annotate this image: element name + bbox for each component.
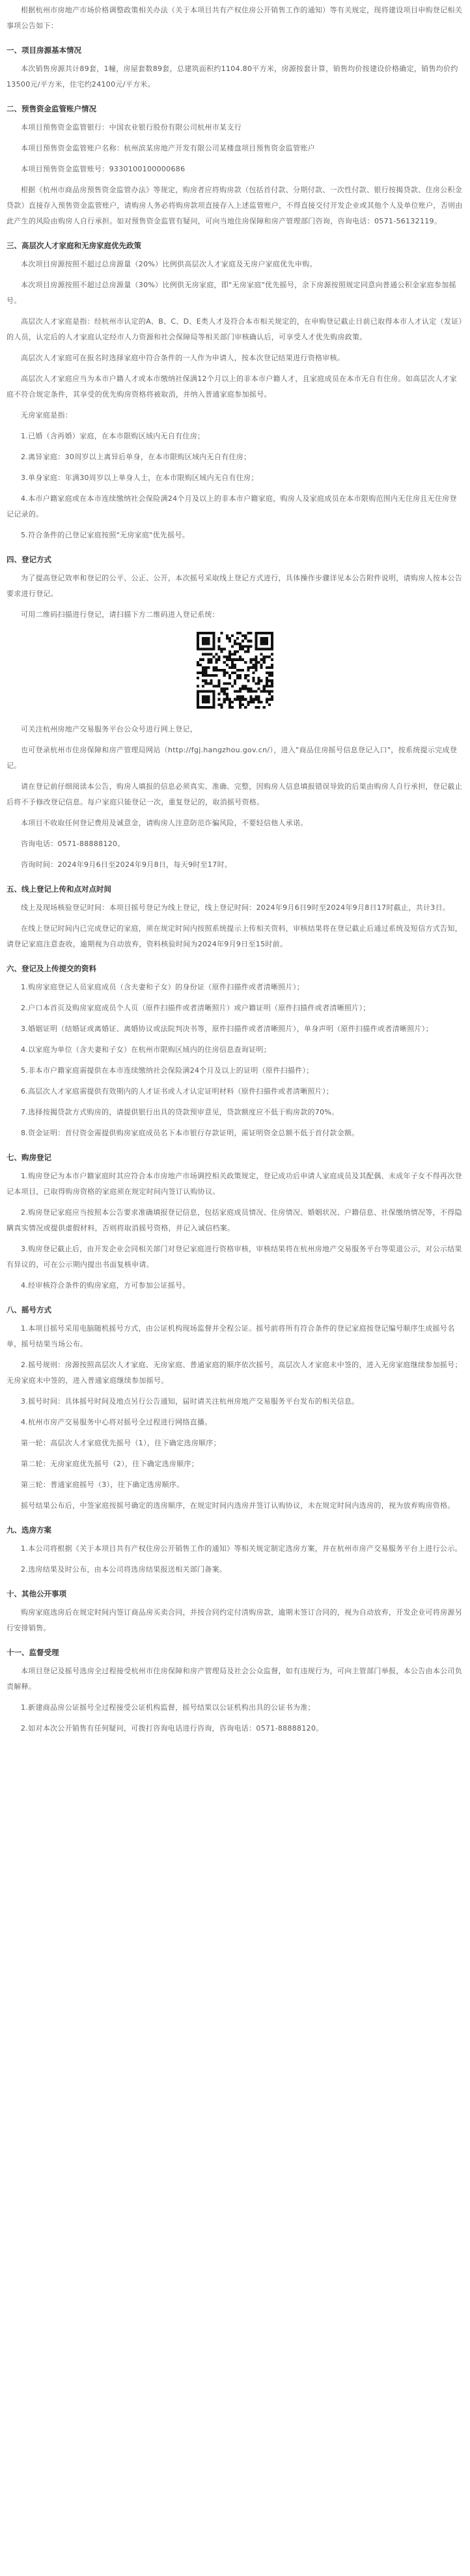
list-item: 3.摇号时间：具体摇号时间及地点另行公告通知，届时请关注杭州房地产交易服务平台发布的相关信息。 — [21, 1397, 359, 1406]
paragraph: 咨询电话：0571-88888120。 — [21, 840, 125, 848]
paragraph: 本项目预售资金监管账号：9330100100000686 — [21, 165, 186, 173]
section-5-title: 五、线上登记上传和点对点时间 — [7, 885, 111, 894]
paragraph: 摇号结果公布后，中签家庭按摇号确定的选房顺序，在规定时间内选房并签订认购协议，未在规定时间内选房的，视为放弃购房资格。 — [21, 1501, 455, 1510]
intro-paragraph: 根据杭州市房地产市场价格调整政策相关办法（关于本项目共有产权住房公开销售工作的通知）等有关规定，现将建设项目申购登记相关事项公告如下： — [7, 6, 462, 30]
paragraph: 无房家庭是指： — [21, 411, 73, 419]
list-item: 4.以家庭为单位（含夫妻和子女）在杭州市限购区域内的住房信息查询证明； — [21, 1045, 271, 1054]
list-item: 8.资金证明：首付资金需提供购房家庭成员名下本市银行存款证明，需证明资金总额不低于首付款金额。 — [21, 1129, 359, 1137]
list-item: 2.摇号规则：房源按照高层次人才家庭、无房家庭、普通家庭的顺序依次摇号，高层次人才家庭未中签的，进入无房家庭继续参加摇号；无房家庭未中签的，进入普通家庭继续参加摇号。 — [7, 1361, 462, 1385]
section-3-title: 三、高层次人才家庭和无房家庭优先政策 — [7, 241, 141, 250]
list-item: 4.经审核符合条件的购房家庭，方可参加公证摇号。 — [21, 1281, 190, 1290]
paragraph: 本次项目房源按照不超过总房源量（30%）比例供无房家庭，即"无房家庭"优先摇号，余下房源按照规定同意向普通公积金家庭参加摇号。 — [7, 281, 456, 305]
list-item: 7.选择按揭贷款方式购房的，请提供银行出具的贷款预审意见，贷款额度应不低于购房款的70%。 — [21, 1108, 339, 1116]
list-item: 第二轮：无房家庭优先摇号（2），往下确定选房顺序； — [21, 1460, 199, 1468]
section-7-title: 七、购房登记 — [7, 1153, 51, 1162]
paragraph: 线上及现场核验登记时间：本项目摇号登记为线上登记，线上登记时间：2024年9月6日9时至2024年9月8日17时截止，共计3日。 — [21, 903, 450, 912]
qr-code-container — [7, 632, 463, 711]
list-item: 1.新建商品房公证摇号全过程接受公证机构监督，摇号结果以公证机构出具的公证书为准； — [21, 1703, 315, 1712]
list-item: 4.本市户籍家庭或在本市连续缴纳社会保险满24个月及以上的非本市户籍家庭，购房人及家庭成员在本市限购范围内无住房且无住房登记记录的。 — [7, 494, 457, 518]
paragraph: 本项目不收取任何登记费用及诚意金，请购房人注意防范诈骗风险，不要轻信他人承诺。 — [21, 819, 308, 827]
section-11-title: 十一、监督受理 — [7, 1648, 59, 1657]
list-item: 1.已婚（含再婚）家庭，在本市限购区域内无自有住房； — [21, 432, 205, 440]
paragraph: 高层次人才家庭应当为本市户籍人才或本市缴纳社保满12个月以上的非本市户籍人才，且家庭成员在本市无自有住房。如高层次人才家庭不符合规定条件，其享受的优先购房资格将被取消，并纳入普通家庭参加摇号。 — [7, 375, 457, 399]
section-10-title: 十、其他公开事项 — [7, 1589, 66, 1598]
paragraph: 请在登记前仔细阅读本公告，购房人填报的信息必须真实、准确、完整，因购房人信息填报错误导致的后果由购房人自行承担，登记截止后将不予修改登记信息。每户家庭只能登记一次，重复登记的，取消摇号资格。 — [7, 782, 462, 806]
list-item: 1.购房登记为本市户籍家庭时其应符合本市房地产市场调控相关政策规定，登记成功后申请人家庭成员及其配偶、未成年子女不得再次登记本项目，已取得购房资格的家庭须在规定时间内签订认购协议。 — [7, 1172, 462, 1196]
list-item: 第三轮：普通家庭摇号（3），往下确定选房顺序。 — [21, 1480, 184, 1489]
list-item: 2.购房登记家庭应当按照本公告要求准确填报登记信息，包括家庭成员情况、住房情况、婚姻状况、户籍信息、社保缴纳情况等，不得隐瞒真实情况或提供虚假材料，否则将取消摇号资格，并记入诚信档案。 — [7, 1208, 462, 1232]
list-item: 2.户口本首页及购房家庭成员个人页（原件扫描件或者清晰照片）或户籍证明（原件扫描件或者清晰照片）； — [21, 1004, 370, 1012]
list-item: 3.婚姻证明（结婚证或离婚证、离婚协议或法院判决书等，原件扫描件或者清晰照片），单身声明（原件扫描件或者清晰照片）； — [21, 1025, 433, 1033]
list-item: 1.本项目摇号采用电脑随机摇号方式，由公证机构现场监督并全程公证。摇号前将所有符合条件的登记家庭按登记编号顺序生成摇号名单，摇号结果当场公布。 — [7, 1324, 455, 1348]
qr-code-icon[interactable] — [197, 632, 273, 709]
paragraph: 本项目预售资金监管银行：中国农业银行股份有限公司杭州市某支行 — [21, 123, 242, 132]
list-item: 2.选房结果及时公布，由本公司将选房结果报送相关部门备案。 — [21, 1565, 227, 1574]
list-item: 1.本公司将根据《关于本项目共有产权住房公开销售工作的通知》等相关规定制定选房方案，并在杭州市房产交易服务平台上进行公示。 — [21, 1544, 462, 1553]
list-item: 2.如对本次公开销售有任何疑问，可拨打咨询电话进行咨询，咨询电话：0571-88888120。 — [21, 1724, 324, 1733]
section-2-title: 二、预售资金监管账户情况 — [7, 104, 96, 113]
list-item: 第一轮：高层次人才家庭优先摇号（1），往下确定选房顺序； — [21, 1439, 221, 1447]
paragraph: 咨询时间：2024年9月6日至2024年9月8日，每天9时至17时。 — [21, 860, 232, 869]
section-9-title: 九、选房方案 — [7, 1525, 51, 1535]
section-8-title: 八、摇号方式 — [7, 1305, 51, 1314]
paragraph: 本次项目房源按照不超过总房源量（20%）比例供高层次人才家庭及无房户家庭优先申购。 — [21, 260, 317, 268]
paragraph: 高层次人才家庭是指：经杭州市认定的A、B、C、D、E类人才及符合本市相关规定的，在申购登记截止日前已取得本市人才认定（发证）的人员，认定后的人才家庭认定经市人力资源和社会保障局等相关部门审核确认后，可享受人才优先购房政策。 — [7, 317, 463, 341]
list-item: 6.高层次人才家庭需提供有效期内的人才证书或人才认定证明材料（原件扫描件或者清晰照片）； — [21, 1087, 334, 1096]
list-item: 3.购房登记截止后，由开发企业会同相关部门对登记家庭进行资格审核，审核结果将在杭州房地产交易服务平台等渠道公示，对公示结果有异议的，可在公示期内提出书面复核申请。 — [7, 1245, 462, 1269]
paragraph: 购房家庭选房后在规定时间内签订商品房买卖合同，并按合同约定付清购房款，逾期未签订合同的，视为自动放弃，开发企业可将房源另行安排销售。 — [7, 1608, 462, 1632]
list-item: 2.离异家庭：30周岁以上离异后单身，在本市限购区域内无自有住房； — [21, 453, 251, 461]
paragraph: 根据《杭州市商品房预售资金监管办法》等规定，购房者应将购房款（包括首付款、分期付款、一次性付款、银行按揭贷款、住房公积金贷款）直接存入预售资金监管账户，请购房人务必将购房款项直接存入上述监管账户，不得直接交付开发企业或其他个人及单位账户，否则由此产生的风险由购房人自行承担。如对预售资金监管有疑问，可向当地住房保障和房产管理部门咨询，咨询电话：0571-56132119。 — [7, 186, 463, 225]
paragraph: 在线上登记时间内已完成登记的家庭，须在规定时间内按照系统提示上传相关资料，审核结果将在登记截止后通过系统及短信方式告知，请登记家庭注意查收，逾期视为自动放弃，资料核验时间为2024年9月9日至15时前。 — [7, 924, 462, 948]
paragraph: 高层次人才家庭可在报名时选择家庭中符合条件的一人作为申请人，按本次登记结果进行资格审核。 — [21, 354, 345, 362]
list-item: 1.购房家庭登记人员家庭成员（含夫妻和子女）的身份证（原件扫描件或者清晰照片）； — [21, 983, 304, 991]
paragraph: 为了提高登记效率和登记的公平、公正、公开，本次摇号采取线上登记方式进行，具体操作步骤详见本公告附件说明，请购房人按本公告要求进行登记。 — [7, 574, 462, 598]
section-6-title: 六、登记及上传提交的资料 — [7, 964, 96, 973]
list-item: 3.单身家庭：年满30周岁以上单身人士，在本市限购区域内无自有住房； — [21, 474, 258, 482]
paragraph: 本项目预售资金监管账户名称：杭州滨某房地产开发有限公司某楼盘项目预售资金监管账户 — [21, 144, 315, 152]
list-item: 5.非本市户籍家庭需提供在本市连续缴纳社会保险满24个月及以上的证明（原件扫描件）； — [21, 1066, 314, 1075]
paragraph: 可关注杭州房地产交易服务平台公众号进行网上登记， — [21, 725, 198, 733]
list-item: 4.杭州市房产交易服务中心将对摇号全过程进行网络直播。 — [21, 1418, 212, 1426]
paragraph: 本项目登记及摇号选房全过程接受杭州市住房保障和房产管理局及社会公众监督，如有违规行为，可向主管部门举报，本公告由本公司负责解释。 — [7, 1667, 462, 1691]
list-item: 5.符合条件的已登记家庭按照"无房家庭"优先摇号。 — [21, 531, 190, 539]
paragraph: 可用二维码扫描进行登记，请扫描下方二维码进入登记系统： — [21, 610, 220, 619]
section-4-title: 四、登记方式 — [7, 555, 51, 564]
paragraph: 也可登录杭州市住房保障和房产管理局网站（http://fgj.hangzhou.gov.cn/），进入"商品住房摇号信息登记入口"，按系统提示完成登记。 — [7, 746, 458, 770]
paragraph: 本次销售房源共计89套，1幢，房屋套数89套，总建筑面积约1104.80平方米，房源按套计算，销售均价按建设价格确定，销售均价约13500元/平方米，住宅约24100元/平方米。 — [7, 64, 458, 89]
section-1-title: 一、项目房源基本情况 — [7, 46, 81, 55]
